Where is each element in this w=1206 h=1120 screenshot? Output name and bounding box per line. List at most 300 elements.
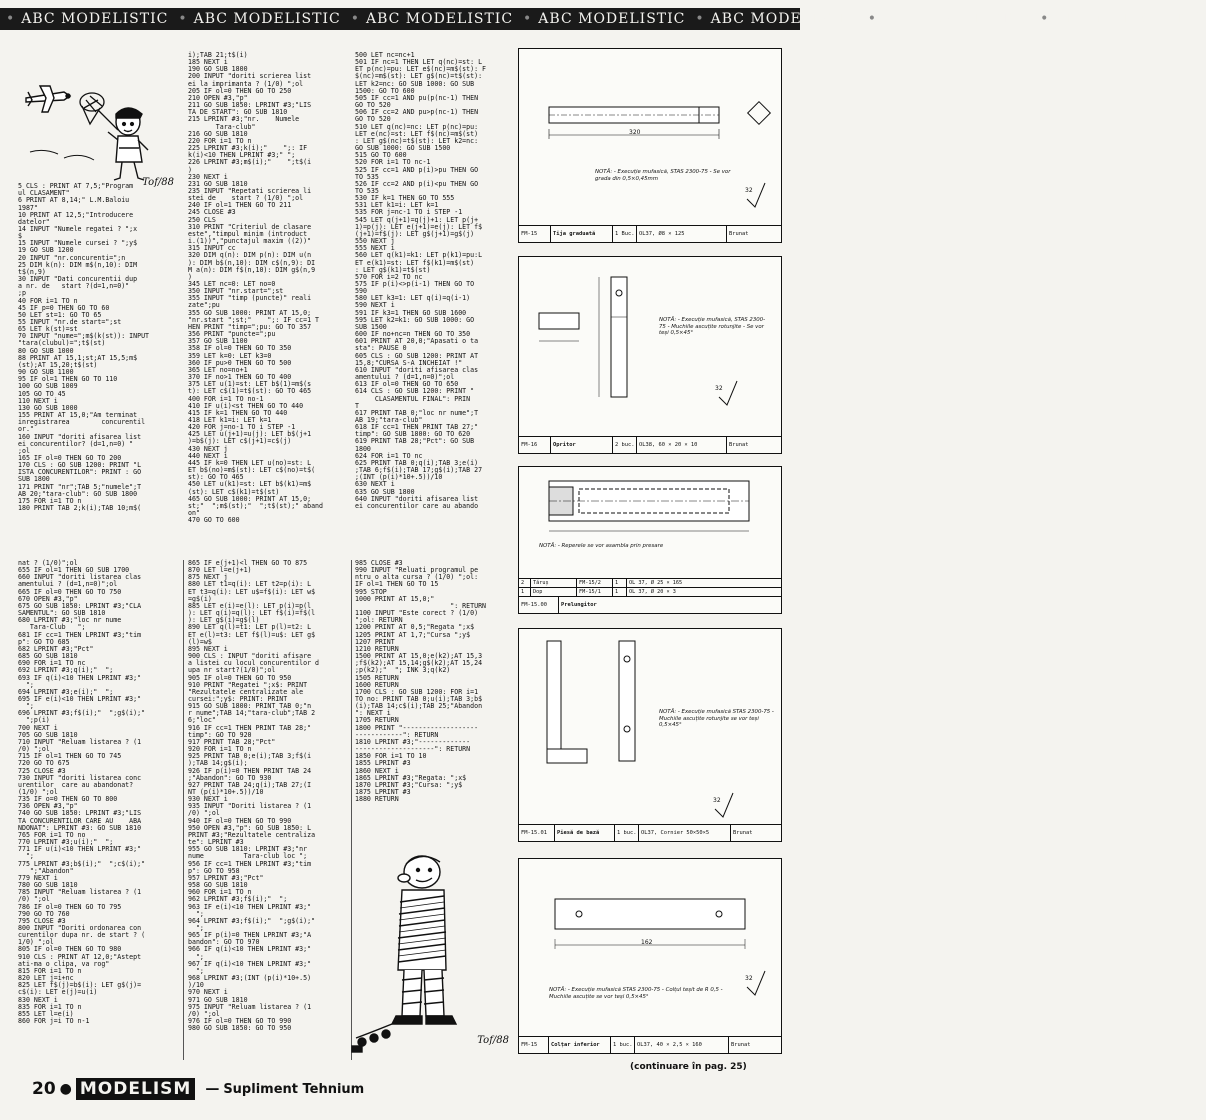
code-line: 501 IF nc=1 THEN LET q(nc)=st: L: [355, 58, 483, 67]
drawing-stopper: [519, 257, 783, 437]
code-line: )/10: [188, 981, 204, 990]
code-line: ------------": RETURN: [355, 730, 439, 739]
code-line: 925 PRINT TAB 0;e(i);TAB 3;f$(i: [188, 752, 312, 761]
code-line: 950 OPEN #3,"p": GO SUB 1850: L: [188, 823, 312, 832]
code-line: 355 INPUT "timp (puncte)" reali: [188, 294, 312, 303]
code-line: 15,8;"CURSA S-A INCHEIAT !": [355, 358, 463, 367]
code-line: ET b$(no)=m$(st): LET c$(no)=t$(: [188, 466, 316, 475]
code-line: 990 INPUT "Reluati programul pe: [355, 566, 479, 575]
code-line: st;" ";m$(st);" ";t$(st);" aband: [188, 501, 323, 510]
code-line: 155 PRINT AT 15,0;"Am terminat: [18, 411, 138, 420]
code-line: 985 CLOSE #3: [355, 559, 403, 567]
code-line: 180 PRINT TAB 2;k(i);TAB 10;m$(: [18, 504, 142, 513]
code-line: 165 IF ol=0 THEN GO TO 200: [18, 453, 122, 462]
code-line: 1850 FOR i=1 TO 10: [355, 752, 427, 761]
code-line: TO 535: [355, 186, 379, 195]
code-column-5: [188, 560, 348, 1065]
code-line: 968 LPRINT #3;(INT (p(i)*10+.5): [188, 974, 312, 983]
drawing-note: NOTĂ: - Execuție mufasică, STAS 2300-75 - Muchiile ascuțite rotunjite - Se vor teși 0,5×45°: [659, 317, 766, 336]
cartoon-illustration-bottom: [352, 820, 517, 1060]
code-line: 630 NEXT i: [355, 480, 395, 489]
code-line: 95 IF ol=1 THEN GO TO 110: [18, 375, 118, 384]
code-line: 1210 RETURN: [355, 644, 399, 653]
code-line: 927 PRINT TAB 24;q(i);TAB 27;(I: [188, 780, 312, 789]
supplement-title: Supliment Tehnium: [223, 1081, 365, 1097]
code-line: nat ? (1/0)";ol: [18, 559, 78, 567]
code-line: 1600 RETURN: [355, 680, 399, 689]
code-line: 910 PRINT "Regatei ";x$: PRINT: [188, 680, 308, 689]
code-line: TO 535: [355, 172, 379, 181]
code-line: 695 IF e(i)<10 THEN LPRINT #3;": [18, 694, 142, 703]
code-line: 171 PRINT "nr";TAB 5;"numele";T: [18, 482, 142, 491]
code-line: 690 FOR i=1 TO nc: [18, 659, 86, 668]
code-line: 210 OPEN #3,"p": [188, 93, 248, 102]
code-line: 800 INPUT "Doriti ordonarea con: [18, 923, 142, 932]
parts-cell: OL 37, Ø 25 × 165: [629, 580, 683, 586]
code-line: 967 IF q(i)<10 THEN LPRINT #3;": [188, 959, 312, 968]
code-line: 640 INPUT "doriti afisarea list: [355, 494, 479, 503]
code-line: sta": PAUSE 0: [355, 344, 407, 353]
code-line: 580 LET k3=1: LET q(i)=q(i-1): [355, 294, 471, 303]
code-line: 692 LPRINT #3;q(i);" ";: [18, 666, 114, 675]
code-line: ;(INT (p(i)*10+.5))/10: [355, 473, 443, 482]
code-line: 225 LPRINT #3;k(i);" ";: IF: [188, 144, 308, 153]
code-line: ET e(k1)=st: LET f$(k1)=m$(st): [355, 258, 475, 267]
code-line: 506 IF cc=2 AND pu>p(nc-1) THEN: [355, 108, 479, 117]
code-line: [18, 90, 179, 97]
drawing-sheet-prelungitor: [518, 466, 782, 614]
code-line: NDONAT": LPRINT #3: GO SUB 1810: [18, 823, 142, 832]
tb-finish: Brunat: [731, 1042, 751, 1048]
code-line: CLASAMENTUL FINAL": PRIN: [355, 394, 471, 403]
code-line: 425 LET u(j+1)=u(j): LET b$(j+1: [188, 430, 312, 439]
code-line: 971 GO SUB 1810: [188, 995, 248, 1004]
code-line: ";: [18, 852, 34, 861]
code-line: ": NEXT i: [355, 709, 391, 718]
title-block: [519, 596, 781, 613]
code-line: 1000 PRINT AT 15,0;": [355, 594, 435, 603]
code-line: /0) ";ol: [188, 809, 220, 818]
dimension-roughness: 32: [745, 187, 753, 194]
code-line: 1505 RETURN: [355, 673, 399, 682]
code-line: 700 NEXT i: [18, 723, 58, 732]
code-line: 605 CLS : GO SUB 1200: PRINT AT: [355, 351, 479, 360]
parts-cell: Tăruș: [531, 579, 577, 587]
code-line: 735 IF o=0 THEN GO TO 800: [18, 795, 118, 804]
code-line: ;"Abandon": GO TO 930: [188, 773, 272, 782]
code-line: 205 IF ol=0 THEN GO TO 250: [188, 86, 292, 95]
code-line: ): [188, 272, 192, 281]
code-line: 1875 LPRINT #3: [355, 788, 411, 796]
code-line: (i);TAB 14;c$(i);TAB 25;"Abandon: [355, 702, 483, 711]
code-line: 510 LET q(nc)=nc: LET p(nc)=pu:: [355, 122, 479, 131]
code-line: 730 INPUT "doriti listarea conc: [18, 773, 142, 782]
page-number: 20: [32, 1079, 56, 1099]
code-line: 682 LPRINT #3;"Pct": [18, 644, 94, 653]
code-line: GO SUB 1000: GO SUB 1500: [355, 144, 451, 153]
code-line: 610 INPUT "doriti afisarea clas: [355, 365, 479, 374]
code-line: ISTA CONCURENTILOR": PRINT : GO: [18, 468, 142, 477]
code-line: st): GO TO 465: [188, 473, 244, 482]
code-line: a nr. de start ?(d=1,n=0)": [18, 282, 130, 291]
code-line: 226 LPRINT #3;m$(i);" ";t$(i: [188, 158, 312, 167]
code-line: ;f$(k2);AT 15,14;g$(k2);AT 15,24: [355, 659, 483, 668]
drawing-sheet-tija-graduata: [518, 48, 782, 243]
code-line: 10 PRINT AT 12,5;"Introducere: [18, 210, 134, 219]
code-line: 618 IF cc=1 THEN PRINT TAB 27;": [355, 423, 479, 432]
code-line: 660 INPUT "doriti listarea clas: [18, 573, 142, 582]
title-block: [519, 824, 781, 841]
code-line: 715 IF ol=1 THEN GO TO 745: [18, 752, 122, 761]
code-line: 545 LET q(j+1)=q(j)+1: LET p(j+: [355, 215, 479, 224]
code-line: 830 NEXT i: [18, 995, 58, 1004]
code-line: 250 CLS: [188, 215, 216, 224]
code-line: nume Tara-club loc ";: [188, 852, 308, 861]
code-line: 930 NEXT i: [188, 795, 228, 804]
drawing-sheet-opritor: [518, 256, 782, 454]
title-block: [519, 436, 781, 453]
tb-material: OL37, Ø8 × 125: [637, 226, 727, 242]
code-line: 90 GO SUB 1100: [18, 368, 74, 377]
code-line: 30 INPUT "Dati concurentii dup: [18, 275, 138, 284]
code-line: 560 LET q(k1)=k1: LET p(k1)=pu:L: [355, 251, 483, 260]
code-line: (st): LET c$(k1)=t$(st): [188, 487, 280, 496]
code-line: 665 IF ol=0 THEN GO TO 750: [18, 587, 122, 596]
code-line: ;p: [18, 289, 26, 298]
tb-material: OL37, Cornier 50×50×5: [639, 825, 731, 841]
code-line: 420 FOR j=no-1 TO i STEP -1: [188, 423, 296, 432]
code-line: 962 LPRINT #3;f$(i);" ";: [188, 895, 288, 904]
drawing-lower-bracket: [519, 859, 783, 1037]
code-line: 710 INPUT "Reluam listarea ? (1: [18, 737, 142, 746]
code-line: Tara-Club ";: [18, 623, 86, 632]
code-line: inregistrarea concurentil: [18, 418, 146, 427]
code-line: 310 PRINT "Criteriul de clasare: [188, 222, 312, 231]
code-line: ";: [18, 702, 34, 711]
code-line: : LET g$(nc)=t$(st): LET k2=nc:: [355, 136, 479, 145]
code-line: 55 INPUT "nr.de start=";st: [18, 318, 122, 326]
code-line: --------------------": RETURN: [355, 745, 471, 754]
code-line: "tara(clubul)=";t$(st): [18, 339, 106, 348]
code-line: amentului ? (d=1,n=0)";ol: [355, 373, 455, 382]
title-block: [519, 225, 781, 242]
code-line: 815 FOR i=1 TO n: [18, 966, 82, 975]
tb-code: FM-16: [519, 437, 551, 453]
code-line: 20 INPUT "nr.concurenti=";n: [18, 253, 126, 262]
code-line: 964 LPRINT #3;f$(i);" ";g$(i);": [188, 916, 316, 925]
code-line: ": RETURN: [355, 601, 487, 610]
code-line: 725 CLOSE #3: [18, 766, 66, 775]
code-line: 315 INPUT cc: [188, 244, 236, 253]
code-line: 694 LPRINT #3;e(i);" ";: [18, 687, 114, 696]
code-line: [18, 154, 179, 161]
tb-finish: Brunat: [733, 830, 753, 836]
code-line: 1855 LPRINT #3: [355, 759, 411, 768]
code-line: 926 IF p(i)=0 THEN PRINT TAB 24: [188, 766, 312, 775]
code-line: ul CLASAMENT": [18, 189, 70, 198]
code-line: 966 IF q(i)<10 THEN LPRINT #3;": [188, 945, 312, 954]
code-line: ";: [188, 909, 204, 918]
code-line: 365 LET no=no+1: [188, 365, 248, 374]
banner-text: • ABC MODELISTIC: [523, 11, 685, 27]
code-line: /0) ";ol: [188, 1009, 220, 1018]
tb-name: Colțar inferior: [549, 1037, 611, 1053]
code-line: 795 CLOSE #3: [18, 916, 66, 925]
parts-cell: 1: [613, 579, 627, 587]
code-line: urentilor care au abandonat?: [18, 780, 134, 789]
parts-list: [519, 578, 781, 596]
code-line: ei la imprimanta ? (1/0) ";ol: [188, 79, 304, 88]
code-line: SUB 1800: [18, 475, 50, 484]
code-line: 740 GO SUB 1850: LPRINT #3;"LIS: [18, 809, 142, 818]
code-line: 200 INPUT "doriti scrierea list: [188, 72, 312, 81]
code-line: [18, 169, 179, 176]
code-line: 418 LET k1=i: LET k=1: [188, 415, 272, 424]
header-banner: [0, 8, 1203, 30]
code-line: 595 LET k2=k1: GO SUB 1000: GO: [355, 315, 475, 324]
code-line: : LET g$(k1)=t$(st): [355, 265, 431, 274]
drawing-sheet-piesa-de-baza: [518, 628, 782, 842]
code-line: 965 IF p(i)=0 THEN LPRINT #3;"A: [188, 931, 312, 940]
code-line: 6 PRINT AT 8,14;" L.M.Baloiu: [18, 196, 130, 205]
code-line: 910 CLS : PRINT AT 12,0;"Astept: [18, 952, 142, 961]
code-line: 15 INPUT "Numele cursei ? ";y$: [18, 239, 138, 248]
code-line: 955 GO SUB 1810: LPRINT #3;"nr: [188, 845, 308, 854]
code-line: 175 FOR i=1 TO n: [18, 496, 82, 505]
code-line: 880 LET t1=q(i): LET t2=p(i): L: [188, 580, 312, 589]
drawing-sheet-coltar-inferior: [518, 858, 782, 1054]
code-line: 681 IF cc=1 THEN LPRINT #3;"tim: [18, 630, 142, 639]
code-line: ): DIM b$(n,10): DIM c$(n,9): DI: [188, 258, 316, 267]
code-line: 590: [355, 287, 367, 296]
code-line: ;ol: [18, 446, 30, 455]
code-line: 170 CLS : GO SUB 1200: PRINT "L: [18, 461, 142, 470]
code-line: 445 IF k=0 THEN LET u(no)=st: L: [188, 458, 312, 467]
code-line: 50 LET st=1: GO TO 65: [18, 310, 102, 319]
code-line: 805 IF ol=0 THEN GO TO 980: [18, 945, 122, 954]
code-line: 960 FOR i=1 TO n: [188, 888, 252, 897]
code-line: 956 IF cc=1 THEN LPRINT #3;"tim: [188, 859, 312, 868]
code-line: 70 INPUT "nume=";m$(k(st)): INPUT: [18, 332, 150, 341]
code-line: 400 FOR i=1 TO no-1: [188, 394, 264, 403]
code-line: /0) ";ol: [18, 895, 50, 904]
code-line: 917 PRINT TAB 28;"Pct": [188, 737, 276, 746]
parts-cell: FM-15/2: [577, 579, 613, 587]
continuation-note: (continuare în pag. 25): [630, 1062, 747, 1072]
banner-text: • ABC MODELISTIC: [868, 11, 1030, 27]
code-line: 920 FOR i=1 TO n: [188, 745, 252, 754]
code-line: 575 IF p(i)<>p(i-1) THEN GO TO: [355, 280, 475, 288]
code-line: ei concurentilor? (d=1,n=0) ": [18, 439, 134, 448]
drawing-note: NOTĂ: - Execuție mufasică STAS 2300-75 - Muchiile ascuțite rotunjite se vor teși 0,5×45°: [659, 709, 774, 728]
tb-qty: 1 buc.: [611, 1037, 635, 1053]
code-line: [18, 162, 179, 169]
code-line: 14 INPUT "Numele regatei ? ";x: [18, 224, 138, 233]
code-line: 160 INPUT "doriti afisarea list: [18, 432, 142, 441]
banner-text: • ABC MODELISTIC: [1040, 11, 1202, 27]
code-line: [18, 111, 179, 118]
code-line: 685 GO SUB 1810: [18, 652, 78, 661]
code-line: 835 FOR i=1 TO n: [18, 1002, 82, 1011]
code-line: 356 PRINT "puncte=";pu: [188, 330, 276, 339]
code-line: ";: [188, 952, 204, 961]
code-line: 980 GO SUB 1850: GO TO 950: [188, 1024, 292, 1033]
code-line: 860 FOR j=i TO n-1: [18, 1017, 90, 1025]
code-line: 1)=p(j): LET e(j+1)=e(j): LET f$: [355, 222, 483, 231]
code-line: 470 GO TO 600: [188, 516, 240, 525]
code-line: 19 GO SUB 1200: [18, 246, 74, 255]
parts-cell: 1: [613, 588, 627, 596]
code-line: 976 IF ol=0 THEN GO TO 990: [188, 1017, 292, 1025]
footer-dash: —: [205, 1081, 220, 1097]
code-line: T: [355, 401, 359, 410]
code-line: i);TAB 21;t$(i): [188, 51, 248, 59]
tb-code: FM-15.00: [519, 597, 559, 613]
code-line: 696 LPRINT #3;f$(i);" ";g$(i);": [18, 709, 146, 718]
code-line: AB 20;"tara-club": GO SUB 1800: [18, 489, 138, 498]
code-line: curentilor dupa nr. de start ? (: [18, 931, 146, 940]
code-line: 1705 RETURN: [355, 716, 399, 725]
code-line: 613 IF ol=0 THEN GO TO 650: [355, 380, 459, 389]
code-line: r nume";TAB 14;"tara-club";TAB 2: [188, 709, 316, 718]
parts-cell: FM-15/1: [577, 588, 613, 596]
code-line: ): LET g$(i)=g$(l): [188, 616, 260, 625]
code-line: ";: [188, 966, 204, 975]
code-line: timp": GO SUB 1800: GO TO 620: [355, 430, 471, 439]
code-line: 1987": [18, 203, 38, 212]
code-line: 895 NEXT i: [188, 644, 228, 653]
dimension-roughness: 32: [713, 797, 721, 804]
magazine-logo: MODELISM: [76, 1078, 195, 1100]
parts-cell: Dop: [531, 588, 577, 596]
tb-code: FM-15: [519, 1037, 549, 1053]
code-line: NT (p(i)*10+.5))/10: [188, 788, 264, 796]
code-line: 900 CLS : INPUT "doriti afisare: [188, 652, 312, 661]
code-line: ;TAB 6;f$(i);TAB 17;g$(i);TAB 27: [355, 466, 483, 475]
code-line: i.(1))","punctajul maxim ((2))": [188, 237, 312, 246]
code-line: 1200 PRINT AT 0,5;"Regata ";x$: [355, 623, 475, 632]
code-line: PRINT #3;"Rezultatele centraliza: [188, 830, 316, 839]
code-line: amentului ? (d=1,n=0)";ol: [18, 580, 118, 589]
code-line: ";ol: RETURN: [355, 616, 403, 625]
tb-name: Opritor: [551, 437, 613, 453]
code-line: );TAB 14;g$(i);: [188, 759, 248, 768]
code-line: (st);AT 15,20;t$(st): [18, 360, 98, 369]
code-line: 6;"loc": [188, 716, 216, 725]
banner-text: • ABC MODELISTIC: [695, 11, 857, 27]
code-line: [18, 140, 179, 147]
code-line: timp": GO TO 920: [188, 730, 252, 739]
code-line: [18, 147, 179, 154]
parts-cell: 2: [519, 579, 531, 587]
code-line: 693 IF q(i)<10 THEN LPRINT #3;": [18, 673, 142, 682]
code-line: 935 INPUT "Doriti listarea ? (1: [188, 802, 312, 811]
code-line: 190 GO SUB 1800: [188, 65, 248, 74]
code-line: 235 INPUT "Repetati scrierea li: [188, 186, 312, 195]
code-line: 515 GO TO 600: [355, 151, 407, 160]
code-line: t$(n,9): [18, 267, 46, 276]
code-line: 655 IF ol=1 THEN GO SUB 1700: [18, 566, 130, 575]
code-line: "nr.start ";st;" ";: IF cc=1 T: [188, 315, 320, 324]
code-line: 957 LPRINT #3;"Pct": [188, 873, 264, 882]
code-line: 245 CLOSE #3: [188, 208, 236, 217]
code-line: 970 NEXT i: [188, 988, 228, 997]
cartoon-signature-bottom: Tof/88: [477, 1035, 509, 1046]
code-line: 1800 PRINT "-------------------: [355, 723, 479, 732]
code-line: 617 PRINT TAB 0;"loc nr nume";T: [355, 408, 479, 417]
code-line: 1500 PRINT AT 15,0;e(k2);AT 15,3: [355, 652, 483, 661]
code-line: on": [188, 509, 200, 517]
banner-text: • ABC MODELISTIC: [6, 11, 168, 27]
title-block: [519, 1036, 781, 1053]
code-column-6: [355, 560, 515, 815]
code-line: 820 LET j=i+nc: [18, 974, 74, 983]
code-line: 770 LPRINT #3;u(i);" ";: [18, 838, 114, 847]
code-line: 624 FOR i=1 TO nc: [355, 451, 423, 460]
code-line: 786 IF ol=0 THEN GO TO 795: [18, 902, 122, 911]
code-line: 415 IF k=1 THEN GO TO 440: [188, 408, 288, 417]
code-line: 736 OPEN #3,"p": [18, 802, 78, 811]
drawing-note: NOTĂ: - Reperele se vor asambla prin presare: [539, 543, 664, 549]
code-line: IF ol=1 THEN GO TO 15: [355, 580, 439, 589]
column-divider: [183, 560, 184, 1060]
code-line: =g$(i): [188, 594, 212, 603]
code-line: 100 GO SUB 1009: [18, 382, 78, 391]
code-line: $: [18, 232, 22, 241]
code-line: 890 LET q(l)=t1: LET p(l)=t2: L: [188, 623, 312, 632]
code-line: SAMENTUL": GO SUB 1810: [18, 609, 106, 618]
tb-name: Tija graduată: [551, 226, 613, 242]
code-line: 779 NEXT i: [18, 873, 58, 882]
code-line: GO TO 520: [355, 101, 391, 110]
code-line: 530 IF k=1 THEN GO TO 555: [355, 194, 455, 203]
code-line: 635 GO SUB 1800: [355, 487, 415, 496]
code-line: 670 OPEN #3,"p": [18, 594, 78, 603]
code-line: 526 IF cc=2 AND p(i)<pu THEN GO: [355, 179, 479, 188]
code-line: [18, 119, 179, 126]
code-line: 1880 RETURN: [355, 795, 399, 804]
cartoon-signature: Tof/88: [142, 177, 174, 188]
code-line: 614 CLS : GO SUB 1200: PRINT ": [355, 387, 475, 396]
code-line: 785 INPUT "Reluam listarea ? (1: [18, 888, 142, 897]
code-line: or.": [18, 425, 34, 434]
code-line: GO TO 520: [355, 115, 391, 124]
dimension-length: 162: [641, 939, 653, 946]
tb-finish: Brunat: [729, 442, 749, 448]
code-line: datelor": [18, 217, 50, 226]
code-line: ): LET q(i)=q(l): LET f$(i)=f$(l: [188, 609, 316, 618]
code-line: 590 NEXT i: [355, 301, 395, 310]
drawing-note: NOTĂ: - Execuție mufasică STAS 2300-75 - Colțul teșit de R 0,5 - Muchiile ascuțite se vor teși 0,5×45°: [549, 987, 723, 1000]
dimension-length: 320: [629, 129, 641, 136]
tb-qty: 1 Buc.: [613, 226, 637, 242]
code-line: TO no: PRINT TAB 0;u(i);TAB 3;b$: [355, 694, 483, 703]
code-line: (j+1)=f$(j): LET g$(j+1)=g$(j): [355, 229, 475, 238]
code-line: 916 IF cc=1 THEN PRINT TAB 28;": [188, 723, 312, 732]
code-line: 570 FOR i=2 TO nc: [355, 272, 423, 281]
code-line: 80 GO SUB 1000: [18, 346, 74, 355]
drawing-graduated-rod: [519, 49, 783, 227]
code-line: AB 19;"tara-club": [355, 415, 423, 424]
code-line: cursei:";y$: PRINT: PRINT: [188, 694, 288, 703]
code-line: 1870 LPRINT #3;"Cursa: ";y$: [355, 780, 463, 789]
code-line: 65 LET k(st)=st: [18, 325, 78, 334]
code-line: 1865 LPRINT #3;"Regata: ";x$: [355, 773, 467, 782]
code-line: a listei cu locul concurentilor d: [188, 659, 320, 668]
code-line: 591 IF k3=1 THEN GO SUB 1600: [355, 308, 467, 317]
code-line: 870 LET l=e(j+1): [188, 566, 252, 575]
code-line: 1700 CLS : GO SUB 1200: FOR i=1: [355, 687, 479, 696]
